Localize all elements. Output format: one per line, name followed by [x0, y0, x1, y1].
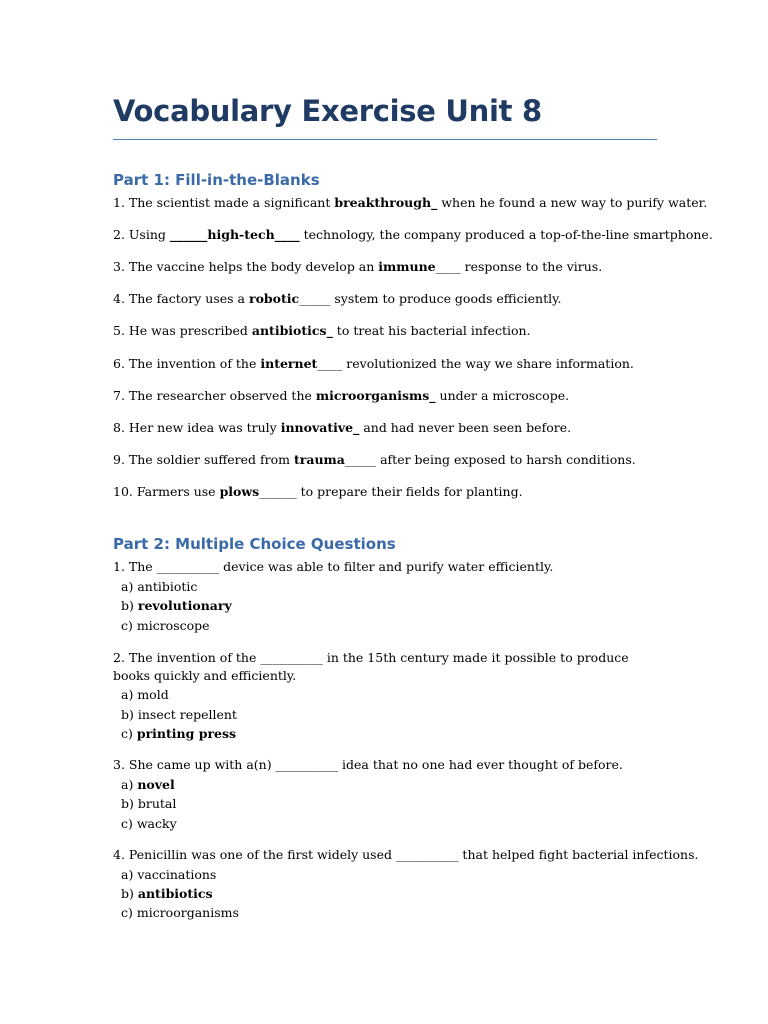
fill-blank-item: [113, 451, 636, 469]
fill-blank-item: [113, 226, 713, 244]
item-blank: ____: [317, 356, 343, 371]
option-letter: c): [121, 905, 137, 920]
item-answer: breakthrough_: [334, 195, 438, 210]
option-text: mold: [137, 687, 169, 702]
mc-option-correct: [121, 776, 175, 794]
item-blank: ____: [435, 259, 461, 274]
item-text-post: to treat his bacterial infection.: [332, 323, 531, 338]
mc-question: 3. She came up with a(n) __________ idea that no one had ever thought of before.: [113, 757, 623, 772]
option-text: insect repellent: [137, 707, 237, 722]
item-text-pre: 9. The soldier suffered from: [113, 452, 294, 467]
item-blank: _____: [299, 291, 331, 306]
option-letter: b): [121, 598, 138, 613]
option-letter: c): [121, 816, 137, 831]
item-text-pre: 4. The factory uses a: [113, 291, 249, 306]
mc-question-continued: books quickly and efficiently.: [113, 668, 297, 683]
mc-option-correct: [121, 885, 213, 903]
option-text: microscope: [136, 618, 210, 633]
option-letter: b): [121, 886, 138, 901]
item-answer: innovative_: [280, 420, 360, 435]
item-answer: internet: [260, 356, 318, 371]
item-text-post: after being exposed to harsh conditions.: [376, 452, 636, 467]
mc-option: [121, 815, 177, 833]
item-text-post: technology, the company produced a top-of-the-line smartphone.: [299, 227, 713, 242]
mc-question: 1. The __________ device was able to filter and purify water efficiently.: [113, 559, 554, 574]
mc-question: 2. The invention of the __________ in the 15th century made it possible to produce: [113, 650, 629, 665]
item-blank: _____: [344, 452, 377, 467]
option-letter: a): [121, 867, 138, 882]
item-answer: plows: [219, 484, 260, 499]
item-blank: ______: [259, 484, 297, 499]
item-text-post: response to the virus.: [460, 259, 603, 274]
option-text: antibiotic: [137, 579, 198, 594]
option-letter: b): [121, 796, 138, 811]
option-text: vaccinations: [137, 867, 217, 882]
fill-blank-item: [113, 258, 602, 276]
item-text-post: system to produce goods efficiently.: [330, 291, 562, 306]
mc-option: [121, 578, 197, 596]
item-text-pre: 2. Using: [113, 227, 170, 242]
mc-question: 4. Penicillin was one of the first widely used __________ that helped fight bacterial infections.: [113, 847, 699, 862]
item-text-pre: 1. The scientist made a significant: [113, 195, 335, 210]
option-letter: c): [121, 726, 137, 741]
fill-blank-item: [113, 355, 634, 373]
mc-option: [121, 904, 239, 922]
item-text-post: revolutionized the way we share information.: [342, 356, 634, 371]
item-text-pre: 10. Farmers use: [113, 484, 220, 499]
fill-blank-item: [113, 322, 531, 340]
item-text-pre: 8. Her new idea was truly: [113, 420, 281, 435]
option-letter: a): [121, 777, 138, 792]
option-text: wacky: [136, 816, 177, 831]
option-letter: a): [121, 687, 138, 702]
title-underline: [113, 139, 657, 140]
option-letter: c): [121, 618, 137, 633]
item-answer: immune: [378, 259, 436, 274]
fill-blank-item: [113, 387, 569, 405]
page-title: Vocabulary Exercise Unit 8: [113, 94, 542, 128]
mc-option: [121, 706, 237, 724]
option-text: printing press: [136, 726, 237, 741]
item-text-pre: 3. The vaccine helps the body develop an: [113, 259, 379, 274]
mc-option: [121, 617, 210, 635]
fill-blank-item: [113, 419, 571, 437]
item-answer: trauma: [294, 452, 345, 467]
item-answer: microorganisms_: [315, 388, 436, 403]
item-answer: antibiotics_: [251, 323, 333, 338]
item-text-post: and had never been seen before.: [359, 420, 572, 435]
option-text: microorganisms: [136, 905, 239, 920]
mc-option: [121, 866, 216, 884]
option-letter: b): [121, 707, 138, 722]
item-text-pre: 6. The invention of the: [113, 356, 261, 371]
option-letter: a): [121, 579, 138, 594]
fill-blank-item: [113, 483, 523, 501]
part1-heading: Part 1: Fill-in-the-Blanks: [113, 171, 320, 189]
mc-option-correct: [121, 597, 232, 615]
option-text: novel: [137, 777, 175, 792]
mc-option: [121, 686, 169, 704]
option-text: brutal: [137, 796, 177, 811]
item-text-post: when he found a new way to purify water.: [437, 195, 708, 210]
item-text-post: under a microscope.: [435, 388, 570, 403]
item-text-post: to prepare their fields for planting.: [296, 484, 523, 499]
fill-blank-item: [113, 290, 562, 308]
part2-heading: Part 2: Multiple Choice Questions: [113, 535, 396, 553]
mc-option-correct: [121, 725, 236, 743]
item-answer: ______high-tech____: [169, 227, 300, 242]
item-text-pre: 7. The researcher observed the: [113, 388, 316, 403]
item-text-pre: 5. He was prescribed: [113, 323, 252, 338]
fill-blank-item: [113, 194, 707, 212]
item-answer: robotic: [248, 291, 300, 306]
option-text: revolutionary: [137, 598, 232, 613]
mc-option: [121, 795, 176, 813]
option-text: antibiotics: [137, 886, 213, 901]
